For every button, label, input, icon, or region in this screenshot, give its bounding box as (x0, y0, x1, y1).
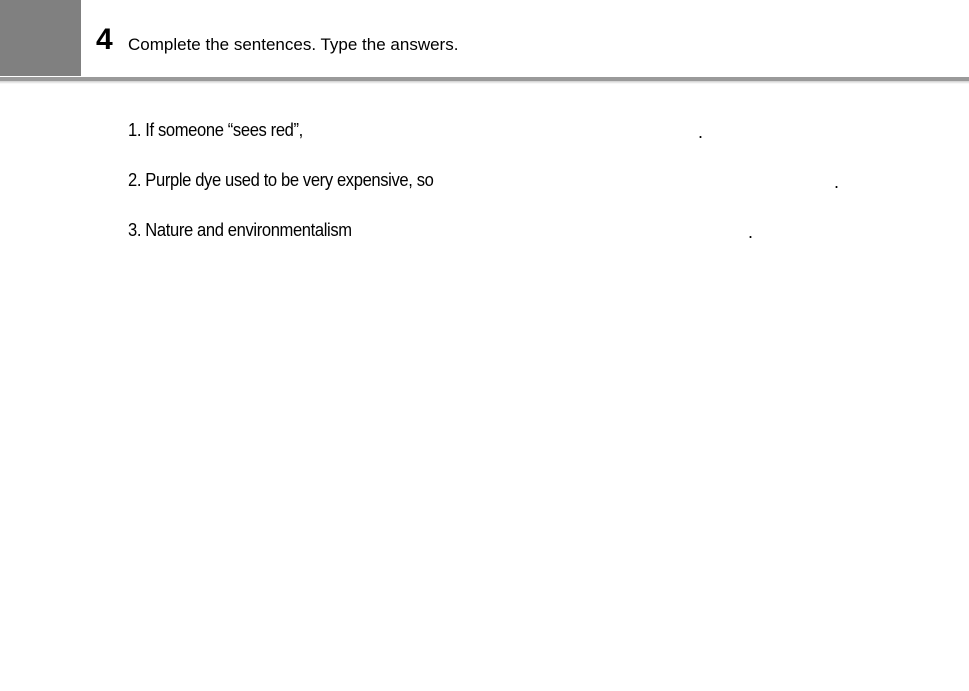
sentence-3-answer-input[interactable] (374, 218, 754, 242)
exercise-number: 4 (96, 23, 113, 56)
sentence-2-prefix: 2. Purple dye used to be very expensive, so (128, 170, 434, 190)
sentence-3-period: . (748, 222, 754, 242)
sentence-1 (128, 117, 704, 143)
sentence-2 (128, 167, 840, 193)
sentence-2-period: . (834, 172, 840, 192)
sentence-2-answer-input[interactable] (458, 168, 841, 192)
sentence-3 (128, 217, 754, 243)
exercise-instruction: Complete the sentences. Type the answers. (128, 35, 459, 54)
sentence-3-prefix: 3. Nature and environmentalism (128, 220, 352, 240)
sentence-1-period: . (698, 122, 704, 142)
sentence-1-answer-input[interactable] (324, 118, 702, 142)
header-divider-shadow (0, 81, 969, 84)
exercise-header (0, 0, 969, 84)
sentence-1-prefix: 1. If someone “sees red”, (128, 120, 303, 140)
header-corner-block (0, 0, 81, 76)
